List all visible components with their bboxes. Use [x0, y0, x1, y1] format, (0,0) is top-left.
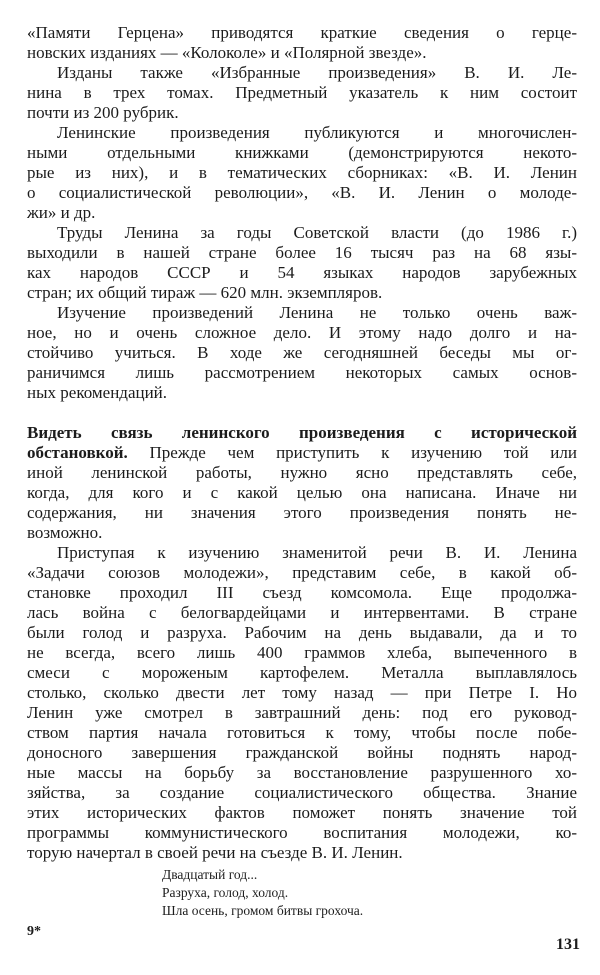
line-text: иной ленинской работы, нужно ясно представлять себе, [27, 463, 577, 482]
text-line [27, 623, 577, 643]
line-text: Изданы также «Избранные произведения» В. И. Ле- [57, 63, 577, 82]
text-line [27, 363, 577, 383]
line-text: становке проходил III съезд комсомола. Еще продолжа- [27, 583, 577, 602]
text-line [27, 563, 577, 583]
text-line [27, 323, 577, 343]
line-text: жи» и др. [27, 203, 96, 222]
line-text: почти из 200 рубрик. [27, 103, 179, 122]
text-line [27, 43, 577, 63]
line-text: не всегда, всего лишь 400 граммов хлеба, выпеченного в [27, 643, 577, 662]
text-line [27, 643, 577, 663]
line-text: торую начертал в своей речи на съезде В. И. Ленин. [27, 843, 403, 862]
text-line [27, 703, 577, 723]
text-line [27, 583, 577, 603]
line-text: Ленинские произведения публикуются и многочислен- [57, 123, 577, 142]
poem-line: Двадцатый год... [162, 867, 258, 882]
line-text: лась война с белогвардейцами и интервентами. В стране [27, 603, 577, 622]
text-line [27, 803, 577, 823]
line-text: Изучение произведений Ленина не только очень важ- [57, 303, 577, 322]
text-line [27, 143, 577, 163]
line-text: рые из них), и в тематических сборниках: «В. И. Ленин [27, 163, 577, 182]
text-line [27, 823, 577, 843]
line-text: ное, но и очень сложное дело. И этому надо долго и на- [27, 323, 577, 342]
text-line [27, 283, 577, 303]
line-text: содержания, ни значения этого произведения понять не- [27, 503, 577, 522]
line-text: ными отдельными книжками (демонстрируются некото- [27, 143, 577, 162]
line-text: зяйства, за создание социалистического общества. Знание [27, 783, 577, 802]
line-text: Ленин уже смотрел в завтрашний день: под его руковод- [27, 703, 577, 722]
line-text: «Задачи союзов молодежи», представим себе, в какой об- [27, 563, 577, 582]
line-text: стран; их общий тираж — 620 млн. экземпляров. [27, 283, 383, 302]
text-line [27, 443, 577, 463]
text-line [27, 783, 577, 803]
page-number: 131 [556, 936, 580, 953]
line-text: раничимся лишь рассмотрением некоторых самых основ- [27, 363, 577, 382]
line-text: новских изданиях — «Колоколе» и «Полярной звезде». [27, 43, 427, 62]
line-text: доносного завершения гражданской войны поднять народ- [27, 743, 577, 762]
text-line [27, 383, 577, 403]
section-heading-lead: обстановкой. [27, 443, 128, 462]
text-line [27, 83, 577, 103]
text-line [27, 263, 577, 283]
text-line [27, 243, 577, 263]
text-line [27, 843, 577, 863]
text-line [27, 683, 577, 703]
text-line [27, 163, 577, 183]
text-line [27, 23, 577, 43]
line-text: ных рекомендаций. [27, 383, 168, 402]
line-text: смеси с мороженым картофелем. Металла выплавлялось [27, 663, 577, 682]
line-text: были голод и разруха. Рабочим на день выдавали, да и то [27, 623, 577, 642]
line-text: о социалистической революции», «В. И. Ленин о молоде- [27, 183, 577, 202]
line-text: ством партия начала готовиться к тому, чтобы после побе- [27, 723, 577, 742]
text-line [27, 723, 577, 743]
text-line [27, 103, 577, 123]
text-line [27, 743, 577, 763]
line-text: Труды Ленина за годы Советской власти (до 1986 г.) [57, 223, 577, 242]
text-line [57, 123, 577, 143]
text-line [57, 543, 577, 563]
line-text: Приступая к изучению знаменитой речи В. И. Ленина [57, 543, 577, 562]
text-line [57, 223, 577, 243]
text-line [27, 603, 577, 623]
text-line [27, 503, 577, 523]
text-line [27, 203, 577, 223]
line-text: «Памяти Герцена» приводятся краткие сведения о герце- [27, 23, 577, 42]
section-heading-lead: Видеть связь ленинского произведения с исторической [27, 423, 577, 442]
signature-mark: 9* [27, 924, 41, 939]
text-line [27, 763, 577, 783]
poem-line: Разруха, голод, холод. [162, 885, 289, 900]
line-text: возможно. [27, 523, 103, 542]
line-text: программы коммунистического воспитания молодежи, ко- [27, 823, 577, 842]
line-text: этих исторических фактов поможет понять значение той [27, 803, 577, 822]
text-line [57, 303, 577, 323]
poem-line: Шла осень, громом битвы грохоча. [162, 903, 364, 918]
text-line [27, 463, 577, 483]
line-text: столько, сколько двести лет тому назад — при Петре I. Но [27, 683, 577, 702]
line-text: Прежде чем приступить к изучению той или [127, 443, 577, 462]
text-line [27, 343, 577, 363]
line-text: нина в трех томах. Предметный указатель к ним состоит [27, 83, 577, 102]
text-line [27, 523, 577, 543]
text-line [27, 423, 577, 443]
text-line [27, 183, 577, 203]
text-line [27, 663, 577, 683]
line-text: когда, для кого и с какой целью она написана. Иначе ни [27, 483, 577, 502]
line-text: стойчиво учиться. В ходе же сегодняшней беседы мы ог- [27, 343, 577, 362]
line-text: ные массы на борьбу за восстановление разрушенного хо- [27, 763, 577, 782]
line-text: выходили в нашей стране более 16 тысяч раз на 68 язы- [27, 243, 577, 262]
text-line [57, 63, 577, 83]
line-text: ках народов СССР и 54 языках народов зарубежных [27, 263, 577, 282]
text-line [27, 483, 577, 503]
